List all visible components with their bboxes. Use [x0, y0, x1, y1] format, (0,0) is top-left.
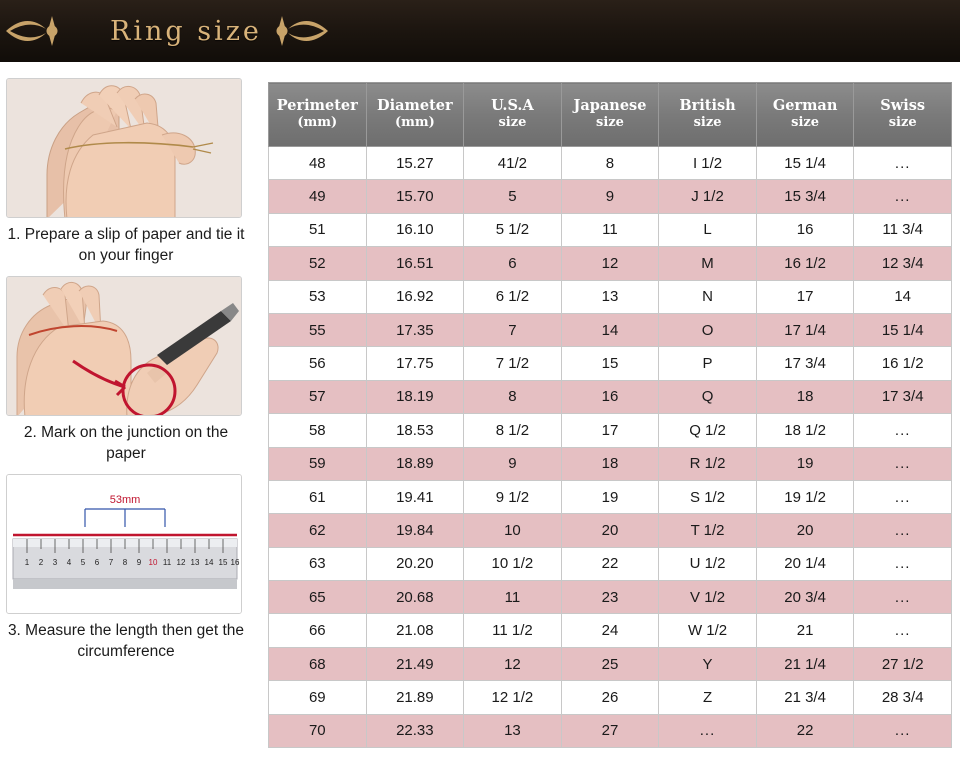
cell-japanese: 26	[561, 681, 659, 714]
column-header-diameter	[366, 83, 464, 147]
cell-german: 17 3/4	[756, 347, 854, 380]
cell-usa: 7	[464, 313, 562, 346]
column-header-sub: size	[693, 115, 722, 131]
cell-diameter: 18.19	[366, 380, 464, 413]
svg-text:14: 14	[204, 558, 214, 568]
cell-british: V 1/2	[659, 581, 757, 614]
cell-perimeter: 53	[269, 280, 367, 313]
ring-size-table-container	[268, 82, 952, 748]
table-body	[269, 147, 952, 748]
table-row	[269, 614, 952, 647]
svg-text:6: 6	[94, 558, 100, 568]
cell-swiss: ...	[854, 180, 952, 213]
cell-usa: 11	[464, 581, 562, 614]
cell-swiss: 14	[854, 280, 952, 313]
table-row	[269, 347, 952, 380]
cell-diameter: 18.53	[366, 414, 464, 447]
svg-text:11: 11	[162, 558, 172, 568]
table-row	[269, 447, 952, 480]
column-header-british	[659, 83, 757, 147]
column-header-sub: size	[596, 115, 624, 131]
cell-perimeter: 55	[269, 313, 367, 346]
cell-japanese: 23	[561, 581, 659, 614]
table-row	[269, 681, 952, 714]
cell-british: P	[659, 347, 757, 380]
cell-german: 21 1/4	[756, 647, 854, 680]
cell-diameter: 16.51	[366, 247, 464, 280]
cell-british: Y	[659, 647, 757, 680]
cell-perimeter: 48	[269, 147, 367, 180]
instruction-step-3-caption: 3. Measure the length then get the circumference	[7, 622, 245, 661]
cell-perimeter: 58	[269, 414, 367, 447]
cell-german: 16 1/2	[756, 247, 854, 280]
column-header-title: Perimeter	[276, 97, 358, 115]
cell-diameter: 21.89	[366, 681, 464, 714]
svg-text:53mm: 53mm	[109, 494, 141, 507]
cell-diameter: 18.89	[366, 447, 464, 480]
cell-usa: 9	[464, 447, 562, 480]
table-row	[269, 380, 952, 413]
cell-perimeter: 59	[269, 447, 367, 480]
cell-perimeter: 57	[269, 380, 367, 413]
table-row	[269, 147, 952, 180]
cell-british: Q	[659, 380, 757, 413]
table-row	[269, 313, 952, 346]
cell-diameter: 16.92	[366, 280, 464, 313]
cell-german: 21	[756, 614, 854, 647]
cell-perimeter: 52	[269, 247, 367, 280]
cell-german: 15 1/4	[756, 147, 854, 180]
page-title: Ring size	[110, 15, 262, 47]
cell-swiss: ...	[854, 480, 952, 513]
table-row	[269, 514, 952, 547]
instruction-step-1-caption: 1. Prepare a slip of paper and tie it on your finger	[7, 226, 245, 264]
cell-japanese: 19	[561, 480, 659, 513]
cell-diameter: 21.08	[366, 614, 464, 647]
column-header-title: British	[679, 97, 736, 115]
right-ornament-icon	[268, 0, 378, 62]
cell-perimeter: 66	[269, 614, 367, 647]
cell-diameter: 16.10	[366, 213, 464, 246]
cell-german: 22	[756, 714, 854, 747]
table-row	[269, 247, 952, 280]
cell-japanese: 9	[561, 180, 659, 213]
instructions-column	[6, 78, 254, 673]
cell-usa: 13	[464, 714, 562, 747]
cell-british: J 1/2	[659, 180, 757, 213]
cell-swiss: ...	[854, 714, 952, 747]
table-row	[269, 547, 952, 580]
cell-diameter: 15.27	[366, 147, 464, 180]
column-header-usa	[464, 83, 562, 147]
cell-british: Q 1/2	[659, 414, 757, 447]
svg-text:7: 7	[108, 558, 114, 568]
cell-japanese: 22	[561, 547, 659, 580]
svg-text:5: 5	[80, 558, 86, 568]
cell-diameter: 19.84	[366, 514, 464, 547]
table-row	[269, 647, 952, 680]
cell-perimeter: 49	[269, 180, 367, 213]
cell-japanese: 13	[561, 280, 659, 313]
svg-text:2: 2	[38, 558, 44, 568]
cell-usa: 6 1/2	[464, 280, 562, 313]
column-header-japanese	[561, 83, 659, 147]
table-row	[269, 414, 952, 447]
cell-swiss: 12 3/4	[854, 247, 952, 280]
instruction-step-2	[6, 276, 254, 468]
cell-british: O	[659, 313, 757, 346]
cell-swiss: ...	[854, 414, 952, 447]
cell-perimeter: 68	[269, 647, 367, 680]
cell-diameter: 21.49	[366, 647, 464, 680]
cell-japanese: 24	[561, 614, 659, 647]
column-header-perimeter	[269, 83, 367, 147]
cell-diameter: 19.41	[366, 480, 464, 513]
cell-japanese: 14	[561, 313, 659, 346]
cell-usa: 5	[464, 180, 562, 213]
cell-usa: 5 1/2	[464, 213, 562, 246]
cell-usa: 12	[464, 647, 562, 680]
cell-japanese: 16	[561, 380, 659, 413]
cell-japanese: 12	[561, 247, 659, 280]
cell-usa: 8 1/2	[464, 414, 562, 447]
table-row	[269, 480, 952, 513]
column-header-title: Diameter	[377, 97, 453, 115]
column-header-swiss	[854, 83, 952, 147]
cell-german: 18	[756, 380, 854, 413]
cell-japanese: 18	[561, 447, 659, 480]
svg-text:12: 12	[176, 558, 186, 568]
cell-british: N	[659, 280, 757, 313]
cell-british: W 1/2	[659, 614, 757, 647]
table-row	[269, 581, 952, 614]
cell-diameter: 20.20	[366, 547, 464, 580]
instruction-step-3	[6, 474, 254, 666]
svg-text:1: 1	[24, 558, 30, 568]
cell-german: 21 3/4	[756, 681, 854, 714]
ring-size-table	[268, 82, 952, 748]
cell-diameter: 20.68	[366, 581, 464, 614]
cell-german: 18 1/2	[756, 414, 854, 447]
column-header-title: German	[772, 97, 838, 115]
cell-british: R 1/2	[659, 447, 757, 480]
cell-swiss: 17 3/4	[854, 380, 952, 413]
column-header-sub: size	[888, 115, 917, 131]
cell-diameter: 17.75	[366, 347, 464, 380]
page-banner	[0, 0, 960, 62]
svg-text:13: 13	[190, 558, 200, 568]
cell-japanese: 20	[561, 514, 659, 547]
column-header-german	[756, 83, 854, 147]
table-row	[269, 213, 952, 246]
cell-usa: 10 1/2	[464, 547, 562, 580]
cell-usa: 8	[464, 380, 562, 413]
cell-perimeter: 69	[269, 681, 367, 714]
cell-german: 15 3/4	[756, 180, 854, 213]
cell-german: 20 1/4	[756, 547, 854, 580]
column-header-title: Japanese	[573, 97, 647, 115]
table-row	[269, 714, 952, 747]
cell-usa: 7 1/2	[464, 347, 562, 380]
cell-swiss: 15 1/4	[854, 313, 952, 346]
cell-british: M	[659, 247, 757, 280]
cell-swiss: ...	[854, 547, 952, 580]
cell-perimeter: 56	[269, 347, 367, 380]
cell-british: ...	[659, 714, 757, 747]
cell-swiss: 28 3/4	[854, 681, 952, 714]
instruction-step-2-caption: 2. Mark on the junction on the paper	[23, 424, 229, 462]
table-row	[269, 180, 952, 213]
svg-text:8: 8	[122, 558, 128, 568]
cell-perimeter: 65	[269, 581, 367, 614]
cell-swiss: ...	[854, 614, 952, 647]
cell-german: 20 3/4	[756, 581, 854, 614]
cell-japanese: 11	[561, 213, 659, 246]
cell-diameter: 17.35	[366, 313, 464, 346]
cell-german: 19 1/2	[756, 480, 854, 513]
cell-perimeter: 63	[269, 547, 367, 580]
svg-text:4: 4	[66, 558, 72, 568]
cell-german: 17 1/4	[756, 313, 854, 346]
left-ornament-icon	[0, 0, 110, 62]
cell-swiss: 27 1/2	[854, 647, 952, 680]
svg-text:16: 16	[230, 558, 240, 568]
cell-british: L	[659, 213, 757, 246]
cell-japanese: 15	[561, 347, 659, 380]
cell-swiss: 11 3/4	[854, 213, 952, 246]
table-row	[269, 280, 952, 313]
hand-with-paper-strip-image	[6, 78, 242, 218]
instruction-step-1	[6, 78, 254, 270]
cell-japanese: 25	[561, 647, 659, 680]
column-header-sub: (mm)	[394, 115, 435, 131]
cell-swiss: ...	[854, 514, 952, 547]
cell-swiss: 16 1/2	[854, 347, 952, 380]
svg-text:3: 3	[52, 558, 58, 568]
cell-german: 16	[756, 213, 854, 246]
cell-usa: 10	[464, 514, 562, 547]
cell-german: 19	[756, 447, 854, 480]
cell-usa: 41/2	[464, 147, 562, 180]
cell-british: S 1/2	[659, 480, 757, 513]
cell-diameter: 15.70	[366, 180, 464, 213]
svg-text:9: 9	[136, 558, 142, 568]
cell-swiss: ...	[854, 581, 952, 614]
cell-usa: 6	[464, 247, 562, 280]
cell-british: I 1/2	[659, 147, 757, 180]
cell-british: U 1/2	[659, 547, 757, 580]
cell-perimeter: 51	[269, 213, 367, 246]
cell-japanese: 27	[561, 714, 659, 747]
svg-text:10: 10	[148, 558, 158, 568]
cell-german: 20	[756, 514, 854, 547]
cell-swiss: ...	[854, 147, 952, 180]
column-header-sub: size	[791, 115, 820, 131]
cell-perimeter: 70	[269, 714, 367, 747]
table-header-row	[269, 83, 952, 147]
svg-text:15: 15	[218, 558, 228, 568]
cell-japanese: 17	[561, 414, 659, 447]
cell-usa: 9 1/2	[464, 480, 562, 513]
cell-japanese: 8	[561, 147, 659, 180]
table-header	[269, 83, 952, 147]
column-header-title: U.S.A	[491, 97, 534, 115]
cell-british: Z	[659, 681, 757, 714]
column-header-sub: size	[498, 115, 527, 131]
cell-usa: 11 1/2	[464, 614, 562, 647]
cell-usa: 12 1/2	[464, 681, 562, 714]
hand-marking-pen-image	[6, 276, 242, 416]
cell-perimeter: 61	[269, 480, 367, 513]
cell-perimeter: 62	[269, 514, 367, 547]
ruler-measuring-paper-image	[6, 474, 242, 614]
cell-diameter: 22.33	[366, 714, 464, 747]
column-header-sub: (mm)	[297, 115, 338, 131]
cell-british: T 1/2	[659, 514, 757, 547]
cell-german: 17	[756, 280, 854, 313]
column-header-title: Swiss	[880, 97, 926, 115]
cell-swiss: ...	[854, 447, 952, 480]
